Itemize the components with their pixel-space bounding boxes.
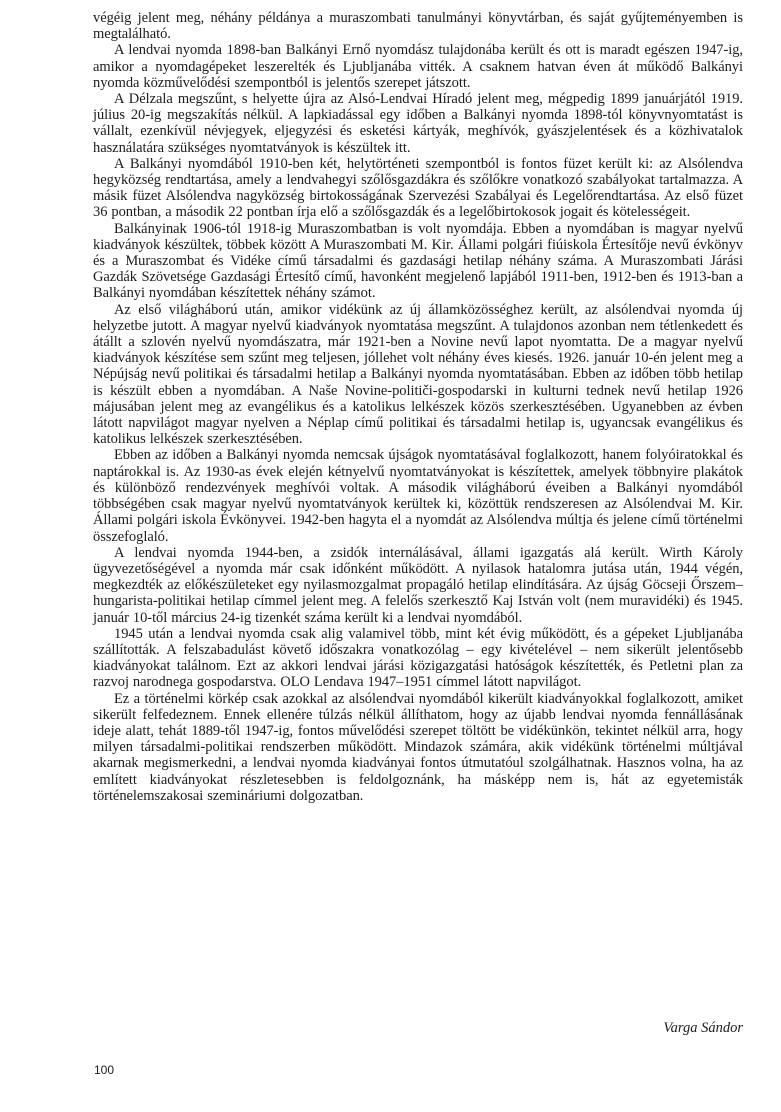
paragraph: A Balkányi nyomdából 1910-ben két, helytörténeti szempontból is fontos füzet került ki: az Alsólendva hegyközség rendtartása, amely a lendvahegyi szőlősgazdákra és szőlőkre vonatkozó szabályokat tartalmazza. A másik füzet Alsólendva nagyközség birtokosságának Szervezési Szabályai és Legelőrendtartása. Az első füzet 36 pontban, a második 22 pontban írja elő a szőlősgazdák és a legelőbirtokosok jogait és kötelességeit.: [93, 155, 743, 221]
paragraph: A lendvai nyomda 1898-ban Balkányi Ernő nyomdász tulajdonába került és ott is maradt egészen 1947-ig, amikor a nyomdagépeket leszerelték és Ljubljanába vitték. A csaknem hatvan éven át működő Balkányi nyomda közművelődési szempontból is jelentős szerepet játszott.: [93, 42, 743, 91]
paragraph: Ebben az időben a Balkányi nyomda nemcsak újságok nyomtatásával foglalkozott, hanem folyóiratokkal és naptárokkal is. Az 1930-as évek elején kétnyelvű nyomtatványokat is készítettek, amelyek többnyire plakátok és különböző rendezvények meghívói voltak. A második világháború éveiben a Balkányi nyomdából többségében csak magyar nyelvű nyomtatványok kerültek ki, közöttük rendszeresen az Alsólendvai M. Kir. Állami polgári iskola Évkönyvei. 1942-ben hagyta el a nyomdát az Alsólendva múltja és jelene című történelmi összefoglaló.: [93, 447, 743, 545]
author-signature: Varga Sándor: [663, 1020, 743, 1036]
page-number: 100: [94, 1063, 115, 1077]
article-body: [93, 10, 743, 804]
paragraph: végéig jelent meg, néhány példánya a muraszombati tanulmányi könyvtárban, és saját gyűjteményemben is megtalálható.: [93, 10, 743, 43]
paragraph: A lendvai nyomda 1944-ben, a zsidók internálásával, állami igazgatás alá került. Wirth Károly ügyvezetőségével a nyomda már csak időnként működött. A nyilasok hatalomra jutása után, 1944 végén, megkezdték az előkészületeket egy nyilasmozgalmat propagáló hetilap elindítására. Az újság Göcseji Őrszem–hungarista-politikai hetilap címmel jelent meg. A felelős szerkesztő Kaj István volt (nem muravidéki) és 1945. január 10-től március 24-ig tizenkét száma került ki a lendvai nyomdából.: [93, 544, 743, 626]
paragraph: Az első világháború után, amikor vidékünk az új államközösséghez került, az alsólendvai nyomda új helyzetbe jutott. A magyar nyelvű kiadványok nyomtatása megszűnt. A tulajdonos azonban nem tétlenkedett és átállt a szlovén nyelvű nyomdászatra, már 1921-ben a Novine nevű lapot nyomtatta. De a magyar nyelvű kiadványok készítése sem szűnt meg teljesen, jóllehet volt néhány éves kiesés. 1926. január 10-én jelent meg a Népújság nevű politikai és társadalmi hetilap a Balkányi nyomda nyomtatásában. Ebben az időben több hetilap is készült ebben a nyomdában. A Naše Novine-političi-gospodarski in kulturni tednek nevű hetilap 1926 májusában jelent meg az evangélikus és a katolikus lelkészek közös szerkesztésében. Ugyanebben az évben látott napvilágot magyar nyelven a Néplap című politikai és társadalmi hetilap is, ugyancsak evangélikus és katolikus lelkészek szerkesztésében.: [93, 301, 743, 448]
paragraph: Balkányinak 1906-tól 1918-ig Muraszombatban is volt nyomdája. Ebben a nyomdában is magyar nyelvű kiadványok készültek, többek között A Muraszombati M. Kir. Állami polgári fiúiskola Értesítője nevű évkönyv és a Muraszombat és Vidéke című társadalmi és gazdasági hetilap néhány száma. A Muraszombati Járási Gazdák Szövetsége Gazdasági Értesítő című, havonként megjelenő lapjából 1911-ben, 1912-ben és 1913-ban a Balkányi nyomdában készítettek néhány számot.: [93, 220, 743, 302]
paragraph: 1945 után a lendvai nyomda csak alig valamivel több, mint két évig működött, és a gépeket Ljubljanába szállították. A felszabadulást követő időszakra vonatkozólag – egy kivételével – nem sikerült jelentősebb kiadványokat találnom. Ezt az akkori lendvai járási közigazgatási hatóságok készítették, és Petletni plan za razvoj narodnega gospodarstva. OLO Lendava 1947–1951 címmel látott napvilágot.: [93, 625, 743, 691]
paragraph: Ez a történelmi körkép csak azokkal az alsólendvai nyomdából kikerült kiadványokkal foglalkozott, amiket sikerült felfedeznem. Ennek ellenére túlzás nélkül állíthatom, hogy az újabb lendvai nyomda fennállásának ideje alatt, tehát 1889-től 1947-ig, fontos művelődési szerepet töltött be vidékünkön, tekintet nélkül arra, hogy milyen társadalmi-politikai rendszerben működött. Mindazok számára, akik vidékünk történelmi múltjával akarnak megismerkedni, a lendvai nyomda kiadványai fontos útmutatóul szolgálhatnak. Hasznos volna, ha az említett kiadványokat részletesebben is feldolgoznánk, ha másképp nem is, hát az egyetemisták történelemszakosai szemináriumi dolgozatban.: [93, 690, 743, 804]
paragraph: A Délzala megszűnt, s helyette újra az Alsó-Lendvai Híradó jelent meg, mégpedig 1899 januárjától 1919. július 20-ig megszakítás nélkül. A lapkiadással egy időben a Balkányi nyomda 1898-tól könyvnyomtatást is vállalt, ezenkívül névjegyek, eljegyzési és esketési kártyák, meghívók, gyászjelentések és a közhivatalok használatára szükséges nyomtatványok is készültek itt.: [93, 91, 743, 156]
